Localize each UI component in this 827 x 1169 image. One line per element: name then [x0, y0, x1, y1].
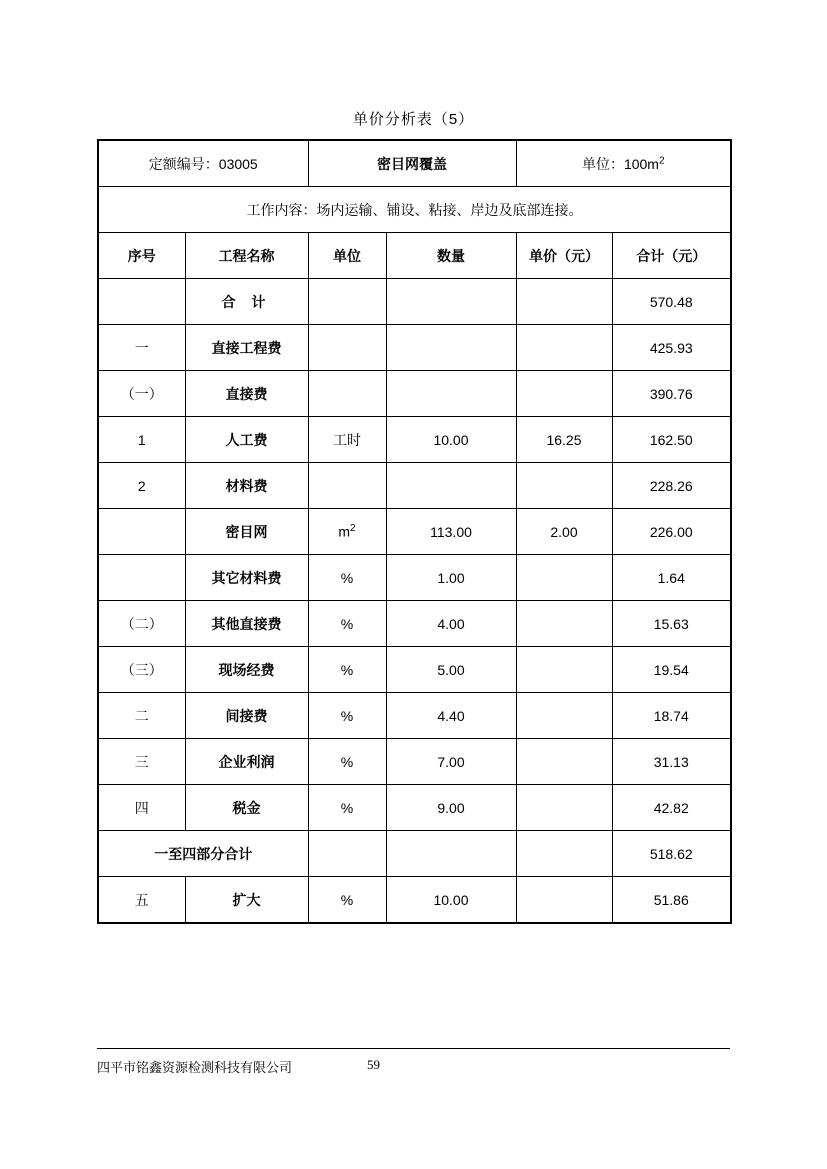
cell-total: 228.26 — [612, 463, 731, 509]
cell-total: 1.64 — [612, 555, 731, 601]
unit-label: 单位：100m — [581, 155, 659, 172]
cell-name: 直接工程费 — [185, 325, 308, 371]
page-footer — [97, 1048, 730, 1079]
cell-no: 一 — [98, 325, 185, 371]
cell-unit — [308, 279, 386, 325]
cell-qty: 9.00 — [386, 785, 516, 831]
cell-total: 19.54 — [612, 647, 731, 693]
cell-qty: 113.00 — [386, 509, 516, 555]
cell-name: 其它材料费 — [185, 555, 308, 601]
cell-total: 162.50 — [612, 417, 731, 463]
cell-no: 五 — [98, 877, 185, 924]
cell-total: 31.13 — [612, 739, 731, 785]
cell-name: 现场经费 — [185, 647, 308, 693]
table-row — [98, 739, 731, 785]
cell-qty: 1.00 — [386, 555, 516, 601]
col-header-name: 工程名称 — [185, 233, 308, 279]
cell-unit: % — [308, 693, 386, 739]
cell-total: 425.93 — [612, 325, 731, 371]
cell-name: 企业利润 — [185, 739, 308, 785]
table-row — [98, 555, 731, 601]
cell-unit — [308, 463, 386, 509]
cell-name: 税金 — [185, 785, 308, 831]
cell-price: 2.00 — [516, 509, 612, 555]
col-header-total: 合计（元） — [612, 233, 731, 279]
work-content-cell: 工作内容：场内运输、铺设、粘接、岸边及底部连接。 — [98, 187, 731, 233]
cell-unit: % — [308, 785, 386, 831]
cell-no: 三 — [98, 739, 185, 785]
cell-name: 扩大 — [185, 877, 308, 924]
cell-no: 1 — [98, 417, 185, 463]
quota-number-cell: 定额编号：03005 — [98, 140, 308, 187]
cell-price — [516, 739, 612, 785]
cell-unit: % — [308, 555, 386, 601]
unit-cell — [516, 140, 731, 187]
unit-superscript: 2 — [350, 523, 356, 535]
cell-no: （一） — [98, 371, 185, 417]
table-row — [98, 693, 731, 739]
subtotal-unit — [308, 831, 386, 877]
cell-name: 材料费 — [185, 463, 308, 509]
cell-no — [98, 279, 185, 325]
cell-unit: % — [308, 877, 386, 924]
cell-unit: $m^2$ — [308, 509, 386, 555]
table-row — [98, 279, 731, 325]
table-row — [98, 509, 731, 555]
page-title: 单价分析表（5） — [352, 111, 475, 128]
cell-price — [516, 463, 612, 509]
col-header-price: 单价（元） — [516, 233, 612, 279]
cell-qty: 10.00 — [386, 877, 516, 924]
cell-price — [516, 601, 612, 647]
cell-qty: 7.00 — [386, 739, 516, 785]
cell-total: 15.63 — [612, 601, 731, 647]
table-row — [98, 463, 731, 509]
cell-total: 226.00 — [612, 509, 731, 555]
table-row — [98, 877, 731, 924]
cell-no: 2 — [98, 463, 185, 509]
cell-unit: % — [308, 647, 386, 693]
cell-name: 合 计 — [185, 279, 308, 325]
cell-no: 二 — [98, 693, 185, 739]
cell-price — [516, 647, 612, 693]
cell-total: 42.82 — [612, 785, 731, 831]
cell-no — [98, 555, 185, 601]
footer-page-number: 59 — [367, 1057, 380, 1072]
cell-name: 直接费 — [185, 371, 308, 417]
unit-superscript: 2 — [658, 154, 665, 166]
subtotal-qty — [386, 831, 516, 877]
table-row-work-content — [98, 187, 731, 233]
cell-unit: % — [308, 601, 386, 647]
cell-price — [516, 877, 612, 924]
cell-no: （二） — [98, 601, 185, 647]
cell-total: 51.86 — [612, 877, 731, 924]
cell-unit: 工时 — [308, 417, 386, 463]
cell-no — [98, 509, 185, 555]
cell-qty — [386, 463, 516, 509]
cell-unit — [308, 371, 386, 417]
cell-unit — [308, 325, 386, 371]
cell-qty: 10.00 — [386, 417, 516, 463]
cell-qty: 4.40 — [386, 693, 516, 739]
cell-total: 570.48 — [612, 279, 731, 325]
cell-name: 密目网 — [185, 509, 308, 555]
cell-price — [516, 555, 612, 601]
cell-price — [516, 279, 612, 325]
cell-qty — [386, 279, 516, 325]
cell-qty — [386, 371, 516, 417]
cell-qty: 5.00 — [386, 647, 516, 693]
cell-price — [516, 785, 612, 831]
subtotal-label: 一至四部分合计 — [98, 831, 308, 877]
table-row — [98, 785, 731, 831]
cell-price — [516, 325, 612, 371]
col-header-qty: 数量 — [386, 233, 516, 279]
col-header-no: 序号 — [98, 233, 185, 279]
table-row — [98, 371, 731, 417]
table-row — [98, 325, 731, 371]
cell-no: 四 — [98, 785, 185, 831]
cell-name: 人工费 — [185, 417, 308, 463]
cell-price — [516, 693, 612, 739]
subtotal-total: 518.62 — [612, 831, 731, 877]
cell-total: 18.74 — [612, 693, 731, 739]
subtotal-price — [516, 831, 612, 877]
table-row — [98, 601, 731, 647]
footer-company-name: 四平市铭鑫资源检测科技有限公司 — [97, 1060, 293, 1075]
table-row-column-headers — [98, 233, 731, 279]
unit-price-analysis-table — [97, 139, 732, 924]
item-name-cell: 密目网覆盖 — [308, 140, 516, 187]
table-row-header-quota — [98, 140, 731, 187]
cell-total: 390.76 — [612, 371, 731, 417]
col-header-unit: 单位 — [308, 233, 386, 279]
cell-price — [516, 371, 612, 417]
cell-qty — [386, 325, 516, 371]
cell-name: 其他直接费 — [185, 601, 308, 647]
table-row — [98, 647, 731, 693]
cell-no: （三） — [98, 647, 185, 693]
cell-price: 16.25 — [516, 417, 612, 463]
table-row — [98, 417, 731, 463]
cell-qty: 4.00 — [386, 601, 516, 647]
cell-unit: % — [308, 739, 386, 785]
cell-name: 间接费 — [185, 693, 308, 739]
table-row-subtotal — [98, 831, 731, 877]
